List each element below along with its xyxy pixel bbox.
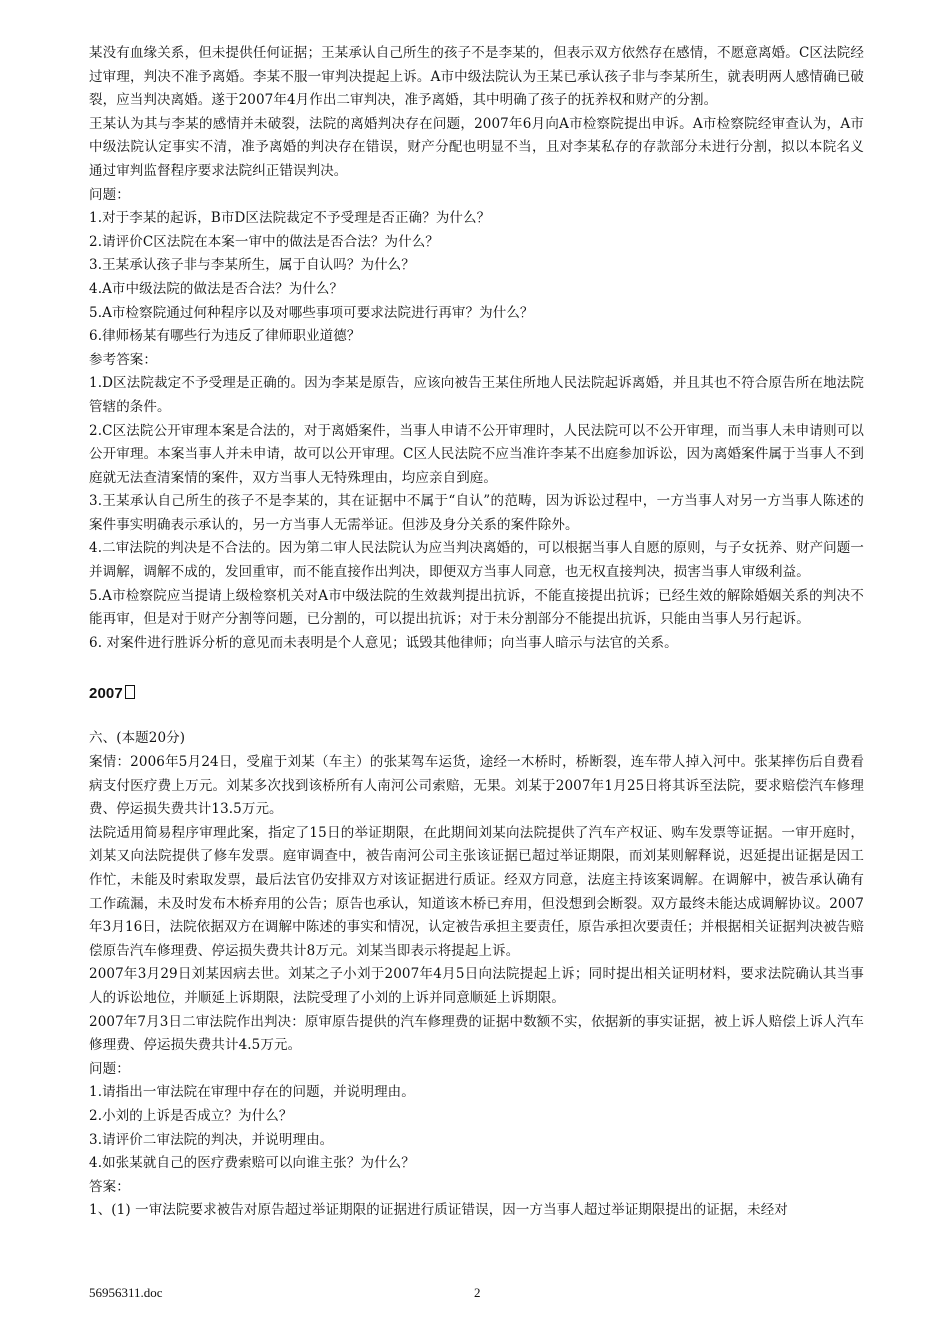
paragraph: 六、(本题20分) xyxy=(89,730,186,747)
paragraph: 案情：2006年5月24日，受雇于刘某（车主）的张某驾车运货，途经一木桥时，桥断裂，连车带人掉入河中。张某摔伤后自费看病支付医疗费上万元。刘某多次找到该桥所有人南河公司索赔，无果。刘某于2007年1月25日将其诉至法院，要求赔偿汽车修理费、停运损失费共计13.5万元。 xyxy=(89,754,864,818)
paragraph: 答案： xyxy=(89,1178,130,1195)
question-item: 2.请评价C区法院在本案一审中的做法是否合法？为什么？ xyxy=(89,233,439,250)
question-item: 3.王某承认孩子非与李某所生，属于自认吗？为什么？ xyxy=(89,257,415,274)
answer-item: 6. 对案件进行胜诉分析的意见而未表明是个人意见；诋毁其他律师；向当事人暗示与法官的关系。 xyxy=(89,634,678,651)
answer-item: 1、(1) 一审法院要求被告对原告超过举证期限的证据进行质证错误，因一方当事人超过举证期限提出的证据，未经对 xyxy=(89,1202,788,1219)
paragraph: 某没有血缘关系，但未提供任何证据；王某承认自己所生的孩子不是李某的，但表示双方依然存在感情，不愿意离婚。C区法院经过审理，判决不准予离婚。李某不服一审判决提起上诉。A市中级法院认为王某已承认孩子非与李某所生，就表明两人感情确已破裂，应当判决离婚。遂于2007年4月作出二审判决，准予离婚，其中明确了孩子的抚养权和财产的分割。 xyxy=(89,45,864,109)
question-item: 4.A市中级法院的做法是否合法？为什么？ xyxy=(89,280,344,297)
document-body xyxy=(89,42,864,1223)
paragraph: 2007年3月29日刘某因病去世。刘某之子小刘于2007年4月5日向法院提起上诉；同时提出相关证明材料，要求法院确认其当事人的诉讼地位，并顺延上诉期限，法院受理了小刘的上诉并同意顺延上诉期限。 xyxy=(89,966,864,1006)
section-heading xyxy=(89,683,864,705)
answer-item: 1.D区法院裁定不予受理是正确的。因为李某是原告，应该向被告王某住所地人民法院起诉离婚，并且其也不符合原告所在地法院管辖的条件。 xyxy=(89,375,864,415)
footer-page-number: 2 xyxy=(474,1285,481,1300)
question-item: 1.对于李某的起诉，B市D区法院裁定不予受理是否正确？为什么？ xyxy=(89,210,491,227)
paragraph: 王某认为其与李某的感情并未破裂，法院的离婚判决存在问题，2007年6月向A市检察院提出申诉。A市检察院经审查认为，A市中级法院认定事实不清，准予离婚的判决存在错误，财产分配也明显不当，且对李某私存的存款部分未进行分割，拟以本院名义通过审判监督程序要求法院纠正错误判决。 xyxy=(89,115,864,179)
missing-glyph-box xyxy=(125,685,135,699)
paragraph: 法院适用简易程序审理此案，指定了15日的举证期限，在此期间刘某向法院提供了汽车产权证、购车发票等证据。一审开庭时，刘某又向法院提供了修车发票。庭审调查中，被告南河公司主张该证据已超过举证期限，而刘某则解释说，迟延提出证据是因工作忙，未能及时索取发票，最后法官仍安排双方对该证据进行质证。经双方同意，法庭主持该案调解。在调解中，被告承认确有工作疏漏，未及时发布木桥弃用的公告；原告也承认，知道该木桥已弃用，但没想到会断裂。双方最终未能达成调解协议。2007年3月16日，法院依据双方在调解中陈述的事实和情况，认定被告承担主要责任，原告承担次要责任；并根据相关证据判决被告赔偿原告汽车修理费、停运损失费共计8万元。刘某当即表示将提起上诉。 xyxy=(89,824,864,959)
answer-item: 5.A市检察院应当提请上级检察机关对A市中级法院的生效裁判提出抗诉，不能直接提出抗诉；已经生效的解除婚姻关系的判决不能再审，但是对于财产分割等问题，已分割的，可以提出抗诉；对于未分割部分不能提出抗诉，只能由当事人另行起诉。 xyxy=(89,587,864,628)
question-item: 2.小刘的上诉是否成立？为什么？ xyxy=(89,1107,293,1124)
paragraph: 参考答案： xyxy=(89,351,157,368)
question-item: 5.A市检察院通过何种程序以及对哪些事项可要求法院进行再审？为什么？ xyxy=(89,304,534,321)
paragraph: 问题： xyxy=(89,186,130,203)
section-gap xyxy=(89,655,864,679)
question-item: 3.请评价二审法院的判决，并说明理由。 xyxy=(89,1131,334,1148)
footer-filename: 56956311.doc xyxy=(89,1285,163,1300)
question-item: 6.律师杨某有哪些行为违反了律师职业道德？ xyxy=(89,328,361,345)
answer-item: 3.王某承认自己所生的孩子不是李某的，其在证据中不属于“自认”的范畴，因为诉讼过程中，一方当事人对另一方当事人陈述的案件事实明确表示承认的，另一方当事人无需举证。但涉及身分关系的案件除外。 xyxy=(89,493,864,533)
question-item: 4.如张某就自己的医疗费索赔可以向谁主张？为什么？ xyxy=(89,1155,415,1172)
section-year: 2007 xyxy=(89,685,123,703)
paragraph: 2007年7月3日二审法院作出判决：原审原告提供的汽车修理费的证据中数额不实，依据新的事实证据，被上诉人赔偿上诉人汽车修理费、停运损失费共计4.5万元。 xyxy=(89,1013,864,1054)
paragraph: 问题： xyxy=(89,1060,130,1077)
question-item: 1.请指出一审法院在审理中存在的问题，并说明理由。 xyxy=(89,1084,415,1101)
answer-item: 2.C区法院公开审理本案是合法的，对于离婚案件，当事人申请不公开审理时，人民法院可以不公开审理，而当事人未申请则可以公开审理。本案当事人并未申请，故可以公开审理。C区人民法院不应当准许李某不出庭参加诉讼，因为离婚案件属于当事人不到庭就无法查清案情的案件，双方当事人无特殊理由，均应亲自到庭。 xyxy=(89,422,864,486)
answer-item: 4.二审法院的判决是不合法的。因为第二审人民法院认为应当判决离婚的，可以根据当事人自愿的原则，与子女抚养、财产问题一并调解，调解不成的，发回重审，而不能直接作出判决，即便双方当事人同意，也无权直接判决，损害当事人审级利益。 xyxy=(89,540,864,581)
page-footer xyxy=(89,1285,864,1305)
